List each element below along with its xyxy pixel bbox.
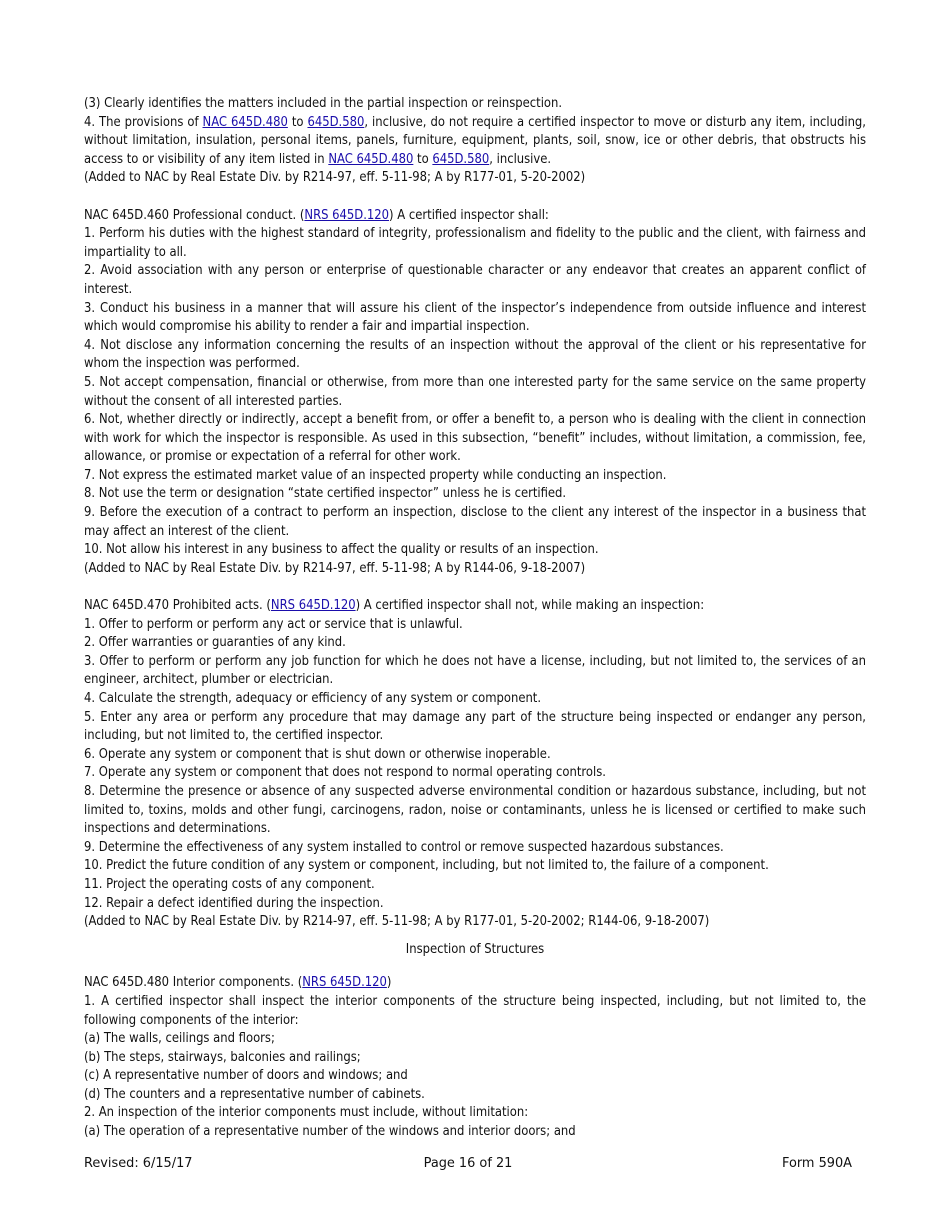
list-item: 12. Repair a defect identified during the inspection. [84,895,384,911]
list-item: 4. Not disclose any information concerning the results of an inspection without the approval of the client or his representative for whom the inspection was performed. [84,337,866,372]
list-item: (a) The operation of a representative number of the windows and interior doors; and [84,1124,576,1140]
list-item: 2. An inspection of the interior components must include, without limitation: [84,1105,529,1121]
list-item: 6. Not, whether directly or indirectly, accept a benefit from, or offer a benefit to, a person who is dealing with the client in connection with work for which the inspector is responsible. As used in this subsection, “benefit” includes, without limitation, a commission, fee, allowance, or promise or expectation of a referral for other work. [84,412,866,465]
history-note-460: (Added to NAC by Real Estate Div. by R214-97, eff. 5-11-98; A by R144-06, 9-18-2007) [84,560,586,576]
list-item: 11. Project the operating costs of any component. [84,876,375,892]
list-item: 1. A certified inspector shall inspect the interior components of the structure being inspected, including, but not limited to, the following components of the interior: [84,993,866,1028]
history-note-450: (Added to NAC by Real Estate Div. by R214-97, eff. 5-11-98; A by R177-01, 5-20-2002) [84,170,586,186]
link-645d-580-2[interactable]: 645D.580 [432,151,490,167]
link-nac-645d-480[interactable]: NAC 645D.480 [202,114,288,130]
link-nrs-645d-120[interactable]: NRS 645D.120 [304,207,390,223]
list-item: 9. Determine the effectiveness of any system installed to control or remove suspected hazardous substances. [84,839,724,855]
revised-date: Revised: 6/15/17 [84,1156,193,1171]
list-item: (c) A representative number of doors and windows; and [84,1068,408,1084]
link-nrs-645d-120[interactable]: NRS 645D.120 [270,598,356,614]
list-item: 5. Not accept compensation, financial or otherwise, from more than one interested party for the same service on the same property without the consent of all interested parties. [84,374,866,409]
history-note-470: (Added to NAC by Real Estate Div. by R214-97, eff. 5-11-98; A by R177-01, 5-20-2002; R144-06, 9-18-2007) [84,914,710,930]
list-item: 7. Not express the estimated market value of an inspected property while conducting an inspection. [84,467,667,483]
list-item: (d) The counters and a representative number of cabinets. [84,1086,425,1102]
list-item: (a) The walls, ceilings and floors; [84,1031,275,1047]
list-item: 10. Not allow his interest in any business to affect the quality or results of an inspection. [84,542,599,558]
section-heading-645d-470: NAC 645D.470 Prohibited acts. (NRS 645D.120) A certified inspector shall not, while making an inspection: [84,598,705,614]
page-number: Page 16 of 21 [423,1156,513,1171]
list-item: 7. Operate any system or component that does not respond to normal operating controls. [84,765,606,781]
list-item: 5. Enter any area or perform any procedure that may damage any part of the structure being inspected or endanger any person, including, but not limited to, the certified inspector. [84,709,866,744]
list-item: 4. Calculate the strength, adequacy or efficiency of any system or component. [84,691,542,706]
list-item: 8. Determine the presence or absence of any suspected adverse environmental condition or hazardous substance, including, but not limited to, toxins, molds and other fungi, carcinogens, radon, noise or contaminants, unless he is licensed or certified to make such inspections and determinations. [84,783,866,837]
list-item: 6. Operate any system or component that is shut down or otherwise inoperable. [84,746,551,762]
list-item: 3. Offer to perform or perform any job function for which he does not have a license, including, but not limited to, the services of an engineer, architect, plumber or electrician. [84,653,866,688]
paragraph-3-c: (3) Clearly identifies the matters included in the partial inspection or reinspection. [84,96,563,111]
link-nac-645d-480-2[interactable]: NAC 645D.480 [328,151,414,167]
list-item: 9. Before the execution of a contract to perform an inspection, disclose to the client any interest of the inspector in a business that may affect an interest of the client. [84,505,866,539]
list-item: 3. Conduct his business in a manner that will assure his client of the inspector’s independence from outside influence and interest which would compromise his ability to render a fair and impartial inspection. [84,300,866,335]
list-item: 10. Predict the future condition of any system or component, including, but not limited to, the failure of a component. [84,858,769,874]
paragraph-4: 4. The provisions of NAC 645D.480 to 645D.580, inclusive, do not require a certified inspector to move or disturb any item, including, without limitation, insulation, personal items, panels, furniture, equipment, plants, soil, snow, ice or other debris, that obstructs his access to or visibility of any item listed in NAC 645D.480 to 645D.580, inclusive. [84,114,866,167]
section-heading-645d-460: NAC 645D.460 Professional conduct. (NRS 645D.120) A certified inspector shall: [84,207,549,223]
list-item: 8. Not use the term or designation “state certified inspector” unless he is certified. [84,486,567,502]
list-item: 1. Perform his duties with the highest standard of integrity, professionalism and fidelity to the public and the client, with fairness and impartiality to all. [84,226,866,260]
list-item: 2. Offer warranties or guaranties of any kind. [84,635,346,651]
form-number: Form 590A [782,1156,852,1171]
link-645d-580[interactable]: 645D.580 [307,114,365,130]
document-body [84,95,866,1142]
list-item: 1. Offer to perform or perform any act or service that is unlawful. [84,616,463,632]
list-item: 2. Avoid association with any person or enterprise of questionable character or any endeavor that creates an apparent conflict of interest. [84,263,866,297]
page-footer [84,1155,852,1175]
section-title-inspection-of-structures: Inspection of Structures [405,941,545,957]
list-item: (b) The steps, stairways, balconies and railings; [84,1049,361,1065]
link-nrs-645d-120[interactable]: NRS 645D.120 [302,975,387,991]
section-heading-645d-480: NAC 645D.480 Interior components. (NRS 645D.120) [84,975,392,991]
